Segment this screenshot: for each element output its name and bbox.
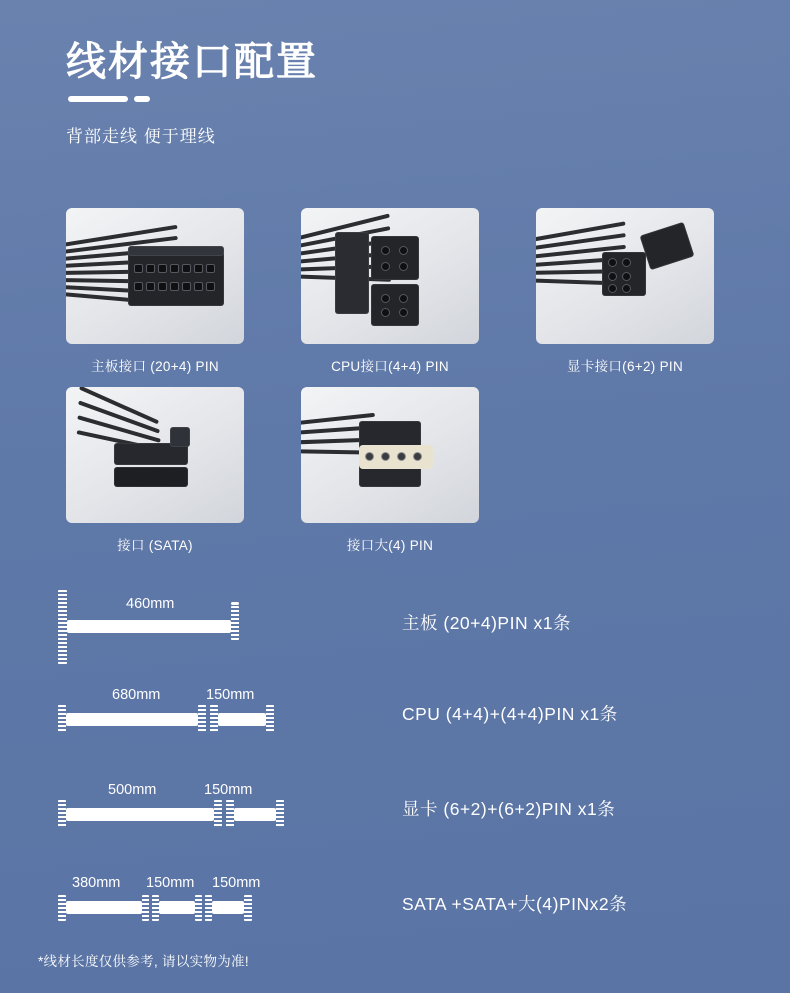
connector-card-cpu [301,208,479,375]
connector-card-sata [66,387,244,554]
connector-tip [170,427,190,447]
length-label-2: 150mm [146,875,195,891]
connector-pins-left [58,800,66,828]
cable-row-cpu [54,673,754,768]
cable-description: SATA +SATA+大(4)PINx2条 [402,894,628,914]
molex-connector-photo [301,387,479,523]
connector-pins-right [266,705,274,733]
connector-caption: 接口大(4) PIN [346,538,434,553]
connector-row-2 [66,387,726,554]
cable-length-diagrams [54,578,754,958]
connector-cap-right [231,602,239,605]
cable-description: 主板 (20+4)PIN x1条 [402,613,571,633]
connector-caption: 接口 (SATA) [117,538,193,553]
cable-bar-1 [66,901,142,914]
connector-caption: 显卡接口(6+2) PIN [566,359,684,374]
connector-pins-mid-b [210,705,218,733]
length-label-2: 150mm [206,687,255,703]
connector-pins-right [231,606,239,640]
footnote: *线材长度仅供参考, 请以实物为准! [38,954,249,969]
length-label-2: 150mm [204,782,253,798]
connector-caption: 主板接口 (20+4) PIN [91,359,219,374]
connector-pins-mid-a [198,705,206,733]
length-label: 500mm [108,782,157,798]
cable-bar-2 [159,901,195,914]
length-label: 460mm [126,596,175,612]
connector-pins-mid-b [152,895,159,921]
connector-row-1 [66,208,726,375]
connector-card-molex [301,387,479,554]
connector-caption: CPU接口(4+4) PIN [331,359,449,374]
connector-pins-mid-b [226,800,234,828]
divider-short-dash [134,96,150,102]
connector-card-motherboard [66,208,244,375]
title-divider [68,96,150,102]
divider-long-dash [68,96,128,102]
connector-pins-right [244,895,252,921]
connector-card-gpu [536,208,714,375]
motherboard-connector-photo [66,208,244,344]
cable-bar [67,620,231,633]
cable-row-sata [54,863,754,958]
gpu-connector-photo [536,208,714,344]
length-label: 680mm [112,687,161,703]
connector-pins-left [58,895,66,921]
cable-bar-2 [218,713,266,726]
cable-bar-1 [66,713,198,726]
connector-pins-mid-c [195,895,202,921]
cpu-connector-photo [301,208,479,344]
connector-pins-mid-a [142,895,149,921]
length-label: 380mm [72,875,121,891]
connector-body-2 [640,222,695,270]
sata-connector-photo [66,387,244,523]
connector-pins-right [276,800,284,828]
connector-latch [128,246,224,256]
cable-bar-3 [212,901,244,914]
connector-body-2 [114,467,188,487]
cable-description: CPU (4+4)+(4+4)PIN x1条 [402,704,618,724]
connector-pins-mid-a [214,800,222,828]
connector-pins-mid-d [205,895,212,921]
cable-row-gpu [54,768,754,863]
connector-pins-left [58,705,66,733]
cable-bar-2 [234,808,276,821]
cable-bar-1 [66,808,214,821]
cable-row-motherboard [54,578,754,673]
connector-body-2 [371,284,419,326]
connector-gallery [66,208,726,566]
connector-body [128,252,224,306]
connector-pins-left [58,590,67,664]
length-label-3: 150mm [212,875,261,891]
page-subtitle: 背部走线 便于理线 [66,127,216,146]
cable-description: 显卡 (6+2)+(6+2)PIN x1条 [402,799,616,819]
connector-body [371,236,419,280]
connector-sleeve [335,232,369,314]
page-title: 线材接口配置 [66,40,318,84]
